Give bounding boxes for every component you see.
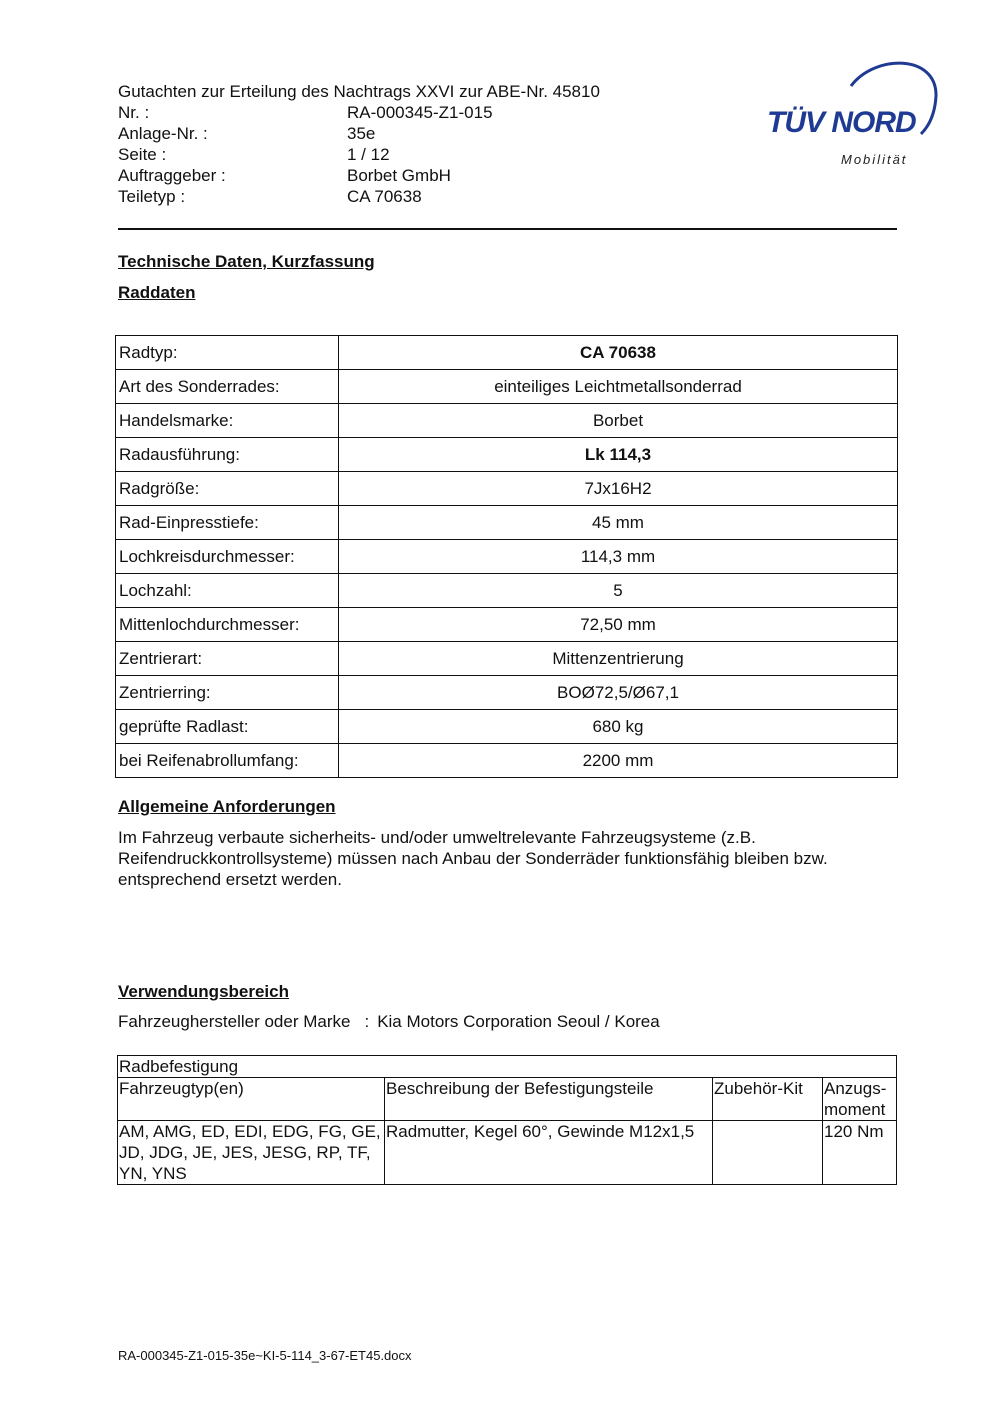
requirements-paragraph: Im Fahrzeug verbaute sicherheits- und/oder umweltrelevante Fahrzeugsysteme (z.B. Reifendruckkontrollsysteme) müssen nach Anbau der Sonderräder funktionsfähig bleiben bzw. entsprechend ersetzt werden. — [118, 828, 828, 889]
usage-label: Fahrzeughersteller oder Marke — [118, 1012, 351, 1031]
table-row — [116, 574, 898, 608]
header-row-nr — [118, 102, 600, 123]
table-title-row — [118, 1056, 897, 1078]
document-header — [118, 81, 600, 207]
table-cell-value: 7Jx16H2 — [339, 472, 898, 506]
column-header: Fahrzeugtyp(en) — [118, 1078, 385, 1121]
table-cell-value: Mittenzentrierung — [339, 642, 898, 676]
table-row — [116, 472, 898, 506]
logo-wordmark: TÜV NORD — [767, 106, 916, 139]
header-key: Auftraggeber : — [118, 166, 226, 185]
header-value: 1 / 12 — [347, 145, 390, 164]
table-row — [116, 642, 898, 676]
table-cell-label: Radgröße: — [116, 472, 339, 506]
table-cell-value: 2200 mm — [339, 744, 898, 778]
tuv-nord-logo — [765, 58, 940, 173]
header-row-anlage — [118, 123, 600, 144]
table-cell-value: Borbet — [339, 404, 898, 438]
table-cell-label: Lochkreisdurchmesser: — [116, 540, 339, 574]
table-cell-label: Lochzahl: — [116, 574, 339, 608]
column-header: Zubehör-Kit — [713, 1078, 823, 1121]
table-cell-label: bei Reifenabrollumfang: — [116, 744, 339, 778]
heading-requirements: Allgemeine Anforderungen — [118, 797, 336, 816]
header-key: Nr. : — [118, 103, 150, 122]
table-cell-label: Radausführung: — [116, 438, 339, 472]
table-row — [116, 744, 898, 778]
table-row — [116, 710, 898, 744]
table-cell-label: Art des Sonderrades: — [116, 370, 339, 404]
table-cell-value: BOØ72,5/Ø67,1 — [339, 676, 898, 710]
table-row — [116, 540, 898, 574]
table-cell-label: Zentrierring: — [116, 676, 339, 710]
header-key: Anlage-Nr. : — [118, 124, 208, 143]
heading-usage: Verwendungsbereich — [118, 982, 289, 1001]
column-header: Beschreibung der Befestigungsteile — [385, 1078, 713, 1121]
table-row — [116, 438, 898, 472]
table-row — [116, 404, 898, 438]
table-row — [116, 336, 898, 370]
header-row-seite — [118, 144, 600, 165]
table-cell-value: 5 — [339, 574, 898, 608]
table-cell-value: Lk 114,3 — [339, 438, 898, 472]
report-title: Gutachten zur Erteilung des Nachtrags XXVI zur ABE-Nr. 45810 — [118, 82, 600, 101]
table-cell — [713, 1121, 823, 1185]
table-cell-value: 45 mm — [339, 506, 898, 540]
usage-separator: : — [364, 1012, 370, 1031]
header-value: 35e — [347, 124, 376, 143]
table-row — [116, 608, 898, 642]
table-cell-label: Handelsmarke: — [116, 404, 339, 438]
table-row — [116, 370, 898, 404]
table-cell-value: 72,50 mm — [339, 608, 898, 642]
usage-line — [118, 1012, 660, 1032]
table-cell-value: 114,3 mm — [339, 540, 898, 574]
header-row-auftraggeber — [118, 165, 600, 186]
table-cell-value: 680 kg — [339, 710, 898, 744]
table-cell: AM, AMG, ED, EDI, EDG, FG, GE, JD, JDG, JE, JES, JESG, RP, TF, YN, YNS — [118, 1121, 385, 1185]
table-cell-label: Rad-Einpresstiefe: — [116, 506, 339, 540]
footer-filename: RA-000345-Z1-015-35e~KI-5-114_3-67-ET45.docx — [118, 1348, 412, 1363]
mounting-table — [117, 1055, 897, 1185]
table-row — [116, 506, 898, 540]
table-cell-value: einteiliges Leichtmetallsonderrad — [339, 370, 898, 404]
wheel-data-table — [115, 335, 898, 778]
logo-subtitle: Mobilität — [841, 152, 908, 167]
heading-technical-data: Technische Daten, Kurzfassung — [118, 252, 375, 271]
table-cell-label: Radtyp: — [116, 336, 339, 370]
table-cell-label: geprüfte Radlast: — [116, 710, 339, 744]
table-cell: 120 Nm — [823, 1121, 897, 1185]
header-value: RA-000345-Z1-015 — [347, 103, 493, 122]
table-cell-value: CA 70638 — [339, 336, 898, 370]
table-row — [116, 676, 898, 710]
header-key: Seite : — [118, 145, 167, 164]
header-value: CA 70638 — [347, 187, 422, 206]
header-key: Teiletyp : — [118, 187, 186, 206]
header-value: Borbet GmbH — [347, 166, 451, 185]
table-cell: Radmutter, Kegel 60°, Gewinde M12x1,5 — [385, 1121, 713, 1185]
table-cell-label: Mittenlochdurchmesser: — [116, 608, 339, 642]
column-header: Anzugs-moment — [823, 1078, 897, 1121]
header-divider — [118, 228, 897, 230]
table-row — [118, 1121, 897, 1185]
heading-wheel-data: Raddaten — [118, 283, 196, 302]
usage-value: Kia Motors Corporation Seoul / Korea — [377, 1012, 660, 1031]
table-cell-label: Zentrierart: — [116, 642, 339, 676]
table-title: Radbefestigung — [118, 1056, 897, 1078]
header-row-teiletyp — [118, 186, 600, 207]
table-header-row — [118, 1078, 897, 1121]
